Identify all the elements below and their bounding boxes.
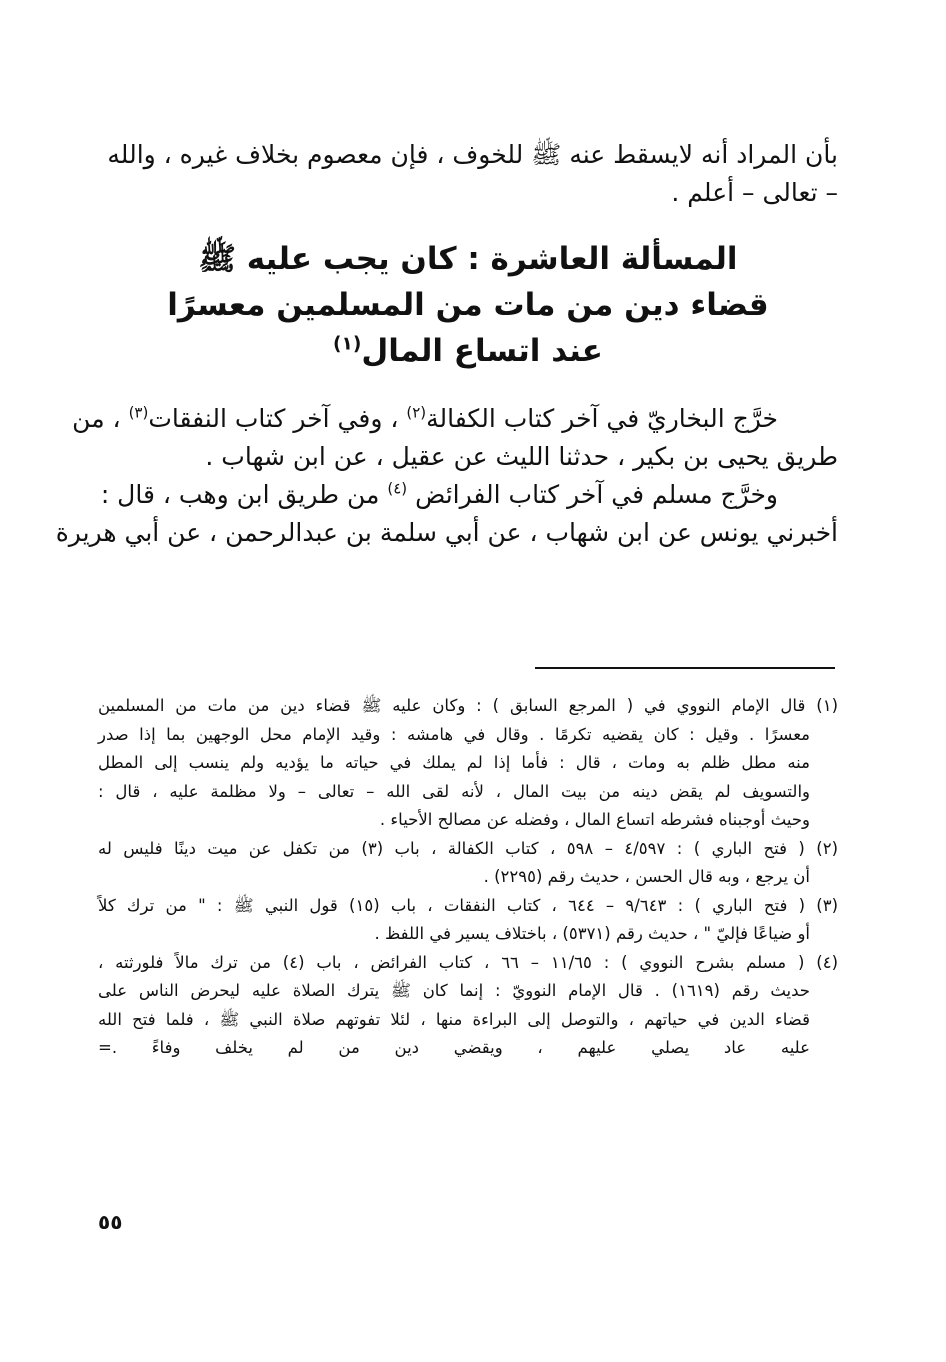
paragraph-1-line-2: طريق يحيى بن بكير ، حدثنا الليث عن عقيل ، عن ابن شهاب . — [205, 442, 838, 471]
footnote-1-number: (١) — [816, 696, 838, 715]
footnote-2-line-2: أن يرجع ، وبه قال الحسن ، حديث رقم (٢٢٩٥) . — [483, 867, 810, 886]
footnote-3-number: (٣) — [816, 895, 839, 915]
p1-text-a: خرَّج البخاريّ في آخر كتاب الكفالة — [426, 404, 778, 433]
heading-line-2: قضاء دين من مات من المسلمين معسرًا — [167, 287, 769, 323]
footnote-3-line-2: أو ضياعًا فإليّ " ، حديث رقم (٥٣٧١) ، باختلاف يسير في اللفظ . — [374, 924, 810, 943]
footnote-4-number: (٤) — [816, 952, 838, 972]
heading-line-3 — [98, 328, 838, 374]
continuation-mark: = — [98, 1038, 112, 1057]
footnote-3-line-1 — [98, 892, 838, 921]
footnote-1-line-1 — [98, 692, 838, 721]
footnote-2-text-1: ( فتح الباري ) : ٤/٥٩٧ – ٥٩٨ ، كتاب الكفالة ، باب (٣) من تكفل عن ميت دينًا فليس له — [98, 838, 805, 858]
heading-footnote-ref: (١) — [333, 333, 362, 355]
heading-line-1: المسألة العاشرة : كان يجب عليه ﷺ — [198, 241, 738, 277]
footnote-4-line-3: قضاء الدين في حياتهم ، والتوصل إلى البراءة منها ، لئلا تفوتهم صلاة النبي ﷺ ، فلما فتح الله — [98, 1009, 810, 1029]
footnote-1-line-4: والتسويف لم يقض دينه من بيت المال ، لأنه لقى الله – تعالى – ولا مظلمة عليه ، قال : — [98, 781, 810, 801]
footnote-1-line-3: منه مطل ظلم به ومات ، قال : فأما إذا لم يملك في حياته ما يؤديه ولم ينسب إلى المطل — [98, 753, 810, 772]
footnote-1-line-5: وحيث أوجبناه فشرطه اتساع المال ، وفضله عن مصالح الأحياء . — [379, 810, 810, 829]
footnote-2-number: (٢) — [816, 838, 838, 858]
footnote-4-line-2: حديث رقم (١٦١٩) . قال الإمام النوويّ : إنما كان ﷺ يترك الصلاة عليه ليحرض الناس على — [98, 981, 811, 1000]
page-number: ٥٥ — [98, 1210, 123, 1234]
intro-paragraph — [98, 136, 838, 212]
footnote-1-text-1: قال الإمام النووي في ( المرجع السابق ) : وكان عليه ﷺ قضاء دين من مات من المسلمين — [98, 696, 806, 715]
paragraph-2-line-2: أخبرني يونس عن ابن شهاب ، عن أبي سلمة بن عبدالرحمن ، عن أبي هريرة — [55, 518, 838, 547]
section-heading — [98, 236, 838, 374]
p1-text-c: ، من — [72, 404, 121, 433]
footnote-4-text-4: عليه عاد يصلي عليهم ، ويقضي دين من لم يخلف وفاءً . — [111, 1038, 810, 1057]
footnote-3-text-1: ( فتح الباري ) : ٩/٦٤٣ – ٦٤٤ ، كتاب النفقات ، باب (١٥) قول النبي ﷺ : " من ترك كلاً — [98, 895, 806, 915]
footnote-ref-4: (٤) — [387, 479, 408, 498]
p2-text-a: وخرَّج مسلم في آخر كتاب الفرائض — [415, 480, 778, 509]
footnote-separator — [535, 667, 835, 669]
footnote-4-line-1 — [98, 949, 838, 978]
intro-line-1: بأن المراد أنه لايسقط عنه ﷺ للخوف ، فإن معصوم بخلاف غيره ، والله — [107, 140, 838, 169]
heading-line-3-text: عند اتساع المال — [361, 333, 603, 369]
footnote-ref-3: (٣) — [128, 403, 149, 422]
footnote-2-line-1 — [98, 835, 838, 864]
footnote-ref-2: (٢) — [406, 403, 427, 422]
footnote-4-text-1: ( مسلم بشرح النووي ) : ١١/٦٥ – ٦٦ ، كتاب الفرائض ، باب (٤) من ترك مالاً فلورثته ، — [98, 952, 805, 972]
footnotes — [98, 692, 838, 1063]
intro-line-2: – تعالى – أعلم . — [671, 178, 838, 207]
paragraph-2-line-1 — [98, 476, 838, 514]
footnote-4-line-4 — [98, 1034, 838, 1063]
paragraph-1-line-1 — [72, 400, 838, 438]
p2-text-b: من طريق ابن وهب ، قال : — [100, 480, 380, 509]
p1-text-b: ، وفي آخر كتاب النفقات — [148, 404, 399, 433]
main-text — [55, 400, 838, 552]
footnote-1-line-2: معسرًا . وقيل : كان يقضيه تكرمًا . وقال في هامشه : وقيد الإمام محل الوجهين بما إذا صدر — [98, 724, 810, 744]
